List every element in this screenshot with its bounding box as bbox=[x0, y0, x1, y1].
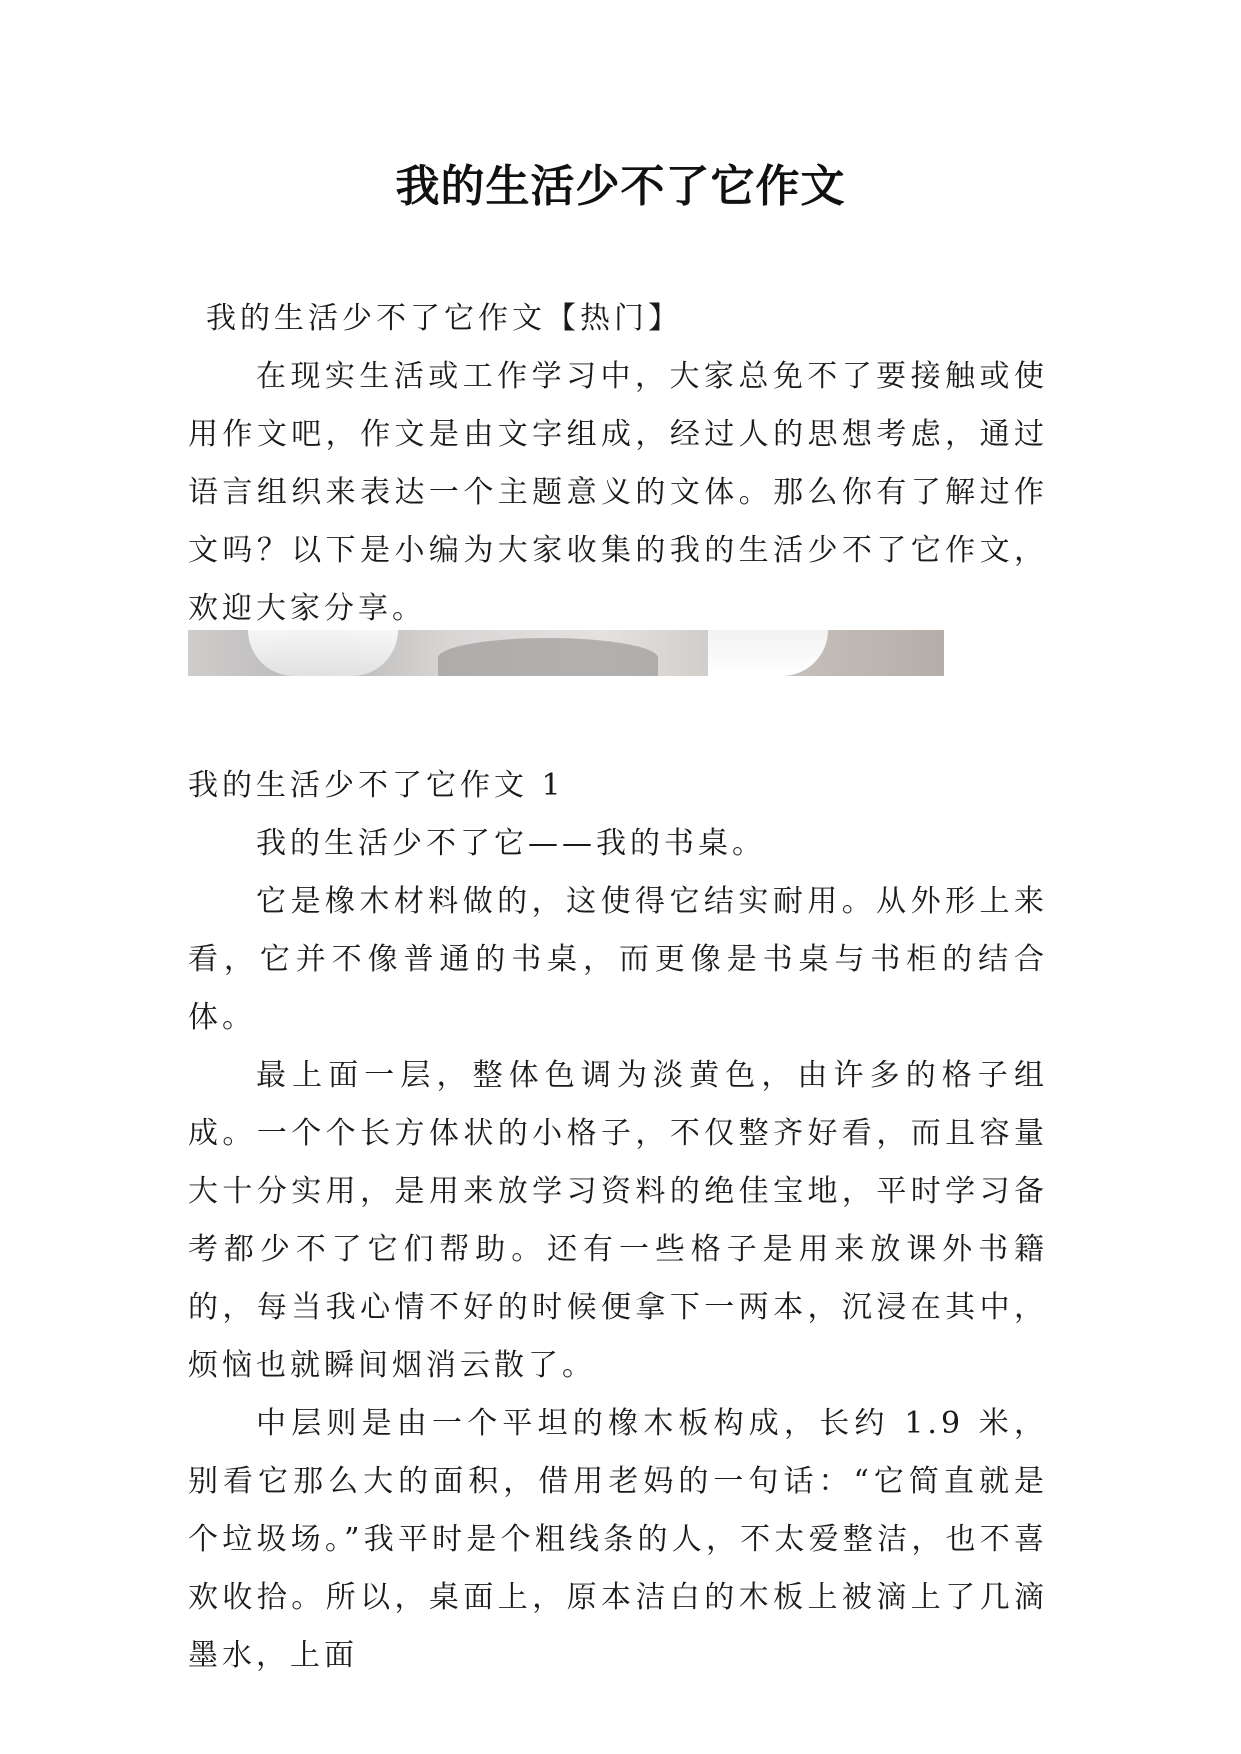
document-title: 我的生活少不了它作文 bbox=[395, 161, 846, 212]
intro-lead: 我的生活少不了它作文【热门】 bbox=[206, 301, 682, 336]
essay-section-1 bbox=[188, 757, 1048, 1685]
body-paragraph: 中层则是由一个平坦的橡木板构成，长约 1.9 米，别看它那么大的面积，借用老妈的一句话：“它简直就是个垃圾场。”我平时是个粗线条的人，不太爱整洁，也不喜欢收拾。所以，桌面上，原本洁白的木板上被滴上了几滴墨水，上面 bbox=[188, 1406, 1048, 1673]
intro-paragraph: 在现实生活或工作学习中，大家总免不了要接触或使用作文吧，作文是由文字组成，经过人的思想考虑，通过语言组织来表达一个主题意义的文体。那么你有了解过作文吗？以下是小编为大家收集的我的生活少不了它作文，欢迎大家分享。 bbox=[188, 359, 1048, 626]
cropped-photo-image bbox=[188, 630, 944, 676]
body-paragraph: 它是橡木材料做的，这使得它结实耐用。从外形上来看，它并不像普通的书桌，而更像是书桌与书柜的结合体。 bbox=[188, 884, 1048, 1035]
body-paragraph: 我的生活少不了它——我的书桌。 bbox=[256, 826, 766, 861]
section-heading: 我的生活少不了它作文 1 bbox=[188, 768, 565, 803]
intro-section bbox=[188, 290, 1048, 638]
body-paragraph: 最上面一层，整体色调为淡黄色，由许多的格子组成。一个个长方体状的小格子，不仅整齐好看，而且容量大十分实用，是用来放学习资料的绝佳宝地，平时学习备考都少不了它们帮助。还有一些格子是用来放课外书籍的，每当我心情不好的时候便拿下一两本，沉浸在其中，烦恼也就瞬间烟消云散了。 bbox=[188, 1058, 1048, 1383]
